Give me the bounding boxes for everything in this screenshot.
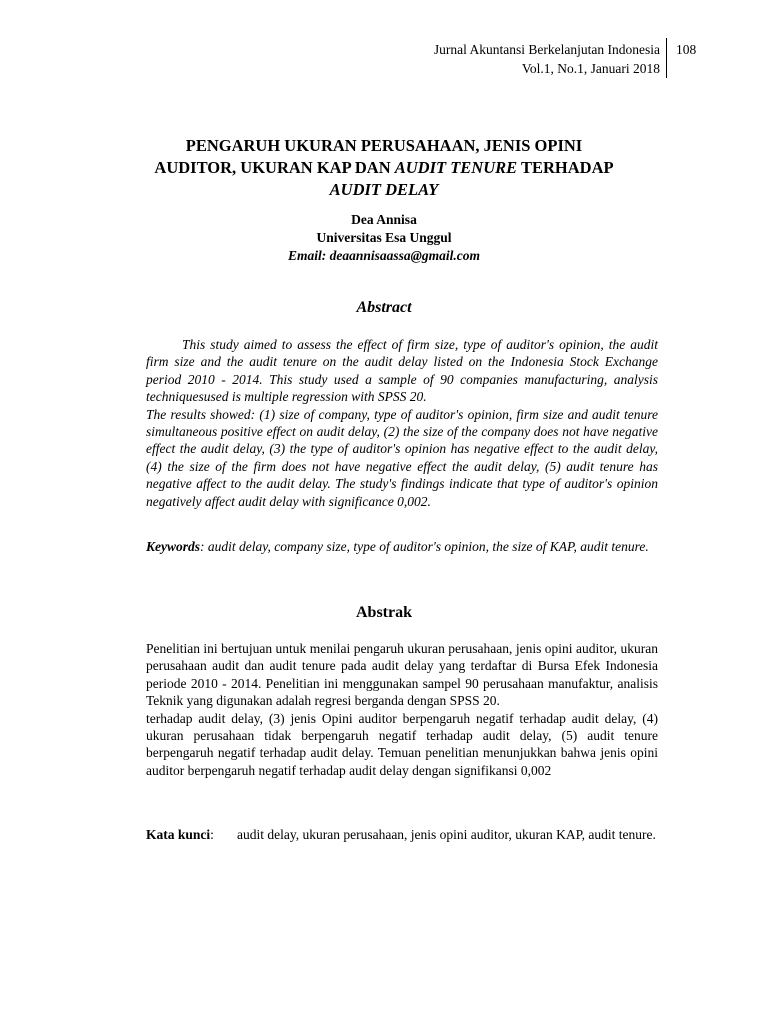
paper-title [100, 135, 668, 201]
title-line-1: PENGARUH UKURAN PERUSAHAAN, JENIS OPINI [185, 136, 583, 155]
title-line-2-italic: AUDIT TENURE [394, 158, 518, 177]
abstract-en-paragraph-2: The results showed: (1) size of company, type of auditor's opinion, firm size and audit tenure simultaneous positive effect on audit delay, (2) the size of the company does not have negative effect the audit delay, (3) the type of auditor's opinion has negative effect to the audit delay, (4) the size of the firm does not have negative effect the audit delay, (5) audit tenure has negative affect to the audit delay. The study's findings indicate that type of auditor's opinion negatively affect audit delay with significance 0,002. [146, 406, 658, 509]
running-header [300, 40, 660, 78]
abstract-id-paragraph-1: Penelitian ini bertujuan untuk menilai pengaruh ukuran perusahaan, jenis opini auditor, ukuran perusahaan audit dan audit tenure pada audit delay yang terdaftar di Bursa Efek Indonesia periode 2010 - 2014. Penelitian ini menggunakan sampel 90 perusahaan manufaktur, analisis Teknik yang digunakan adalah regresi berganda dengan SPSS 20. [146, 641, 658, 709]
page-number: 108 [676, 42, 697, 57]
title-line-2 [100, 157, 668, 179]
kata-kunci-colon: : [210, 827, 214, 842]
abstract-heading: Abstract [356, 299, 412, 316]
author-name: Dea Annisa [351, 212, 417, 227]
author-affiliation: Universitas Esa Unggul [316, 230, 452, 245]
title-line-3: AUDIT DELAY [329, 180, 439, 199]
journal-volume: Vol.1, No.1, Januari 2018 [521, 61, 660, 76]
kata-kunci [146, 826, 658, 843]
abstract-en-paragraph-1 [146, 336, 658, 406]
abstract-id-paragraph-2: terhadap audit delay, (3) jenis Opini auditor berpengaruh negatif terhadap audit delay, (4) ukuran perusahaan tidak berpengaruh negatif terhadap audit delay, (5) audit tenure berpengaruh negatif terhadap audit delay. Temuan penelitian menunjukkan bahwa jenis opini auditor berpengaruh negatif terhadap audit delay dengan signifikansi 0,002 [146, 710, 658, 778]
keywords [146, 538, 658, 555]
author-email: Email: deaannisaassa@gmail.com [288, 248, 480, 263]
abstrak-heading: Abstrak [355, 604, 412, 621]
kata-kunci-text: audit delay, ukuran perusahaan, jenis opini auditor, ukuran KAP, audit tenure. [237, 827, 656, 842]
title-line-2-suffix: TERHADAP [517, 158, 614, 177]
journal-name: Jurnal Akuntansi Berkelanjutan Indonesia [433, 42, 660, 57]
kata-kunci-label [146, 826, 237, 843]
abstract-en-paragraph-1-text: This study aimed to assess the effect of firm size, type of auditor's opinion, the audit firm size and the audit tenure on the audit delay listed on the Indonesia Stock Exchange period 2010 - 2014. This study used a sample of 90 companies manufacturing, analysis techniquesused is multiple regression with SPSS 20. [146, 337, 658, 405]
keywords-label: Keywords [146, 539, 200, 554]
title-line-2-prefix: AUDITOR, UKURAN KAP DAN [154, 158, 395, 177]
kata-kunci-label-text: Kata kunci [146, 827, 211, 842]
keywords-text: : audit delay, company size, type of auditor's opinion, the size of KAP, audit tenure. [200, 539, 649, 554]
header-divider [666, 38, 667, 78]
abstract-indonesian [146, 640, 658, 779]
author-block [100, 211, 668, 265]
abstract-english [146, 336, 658, 510]
